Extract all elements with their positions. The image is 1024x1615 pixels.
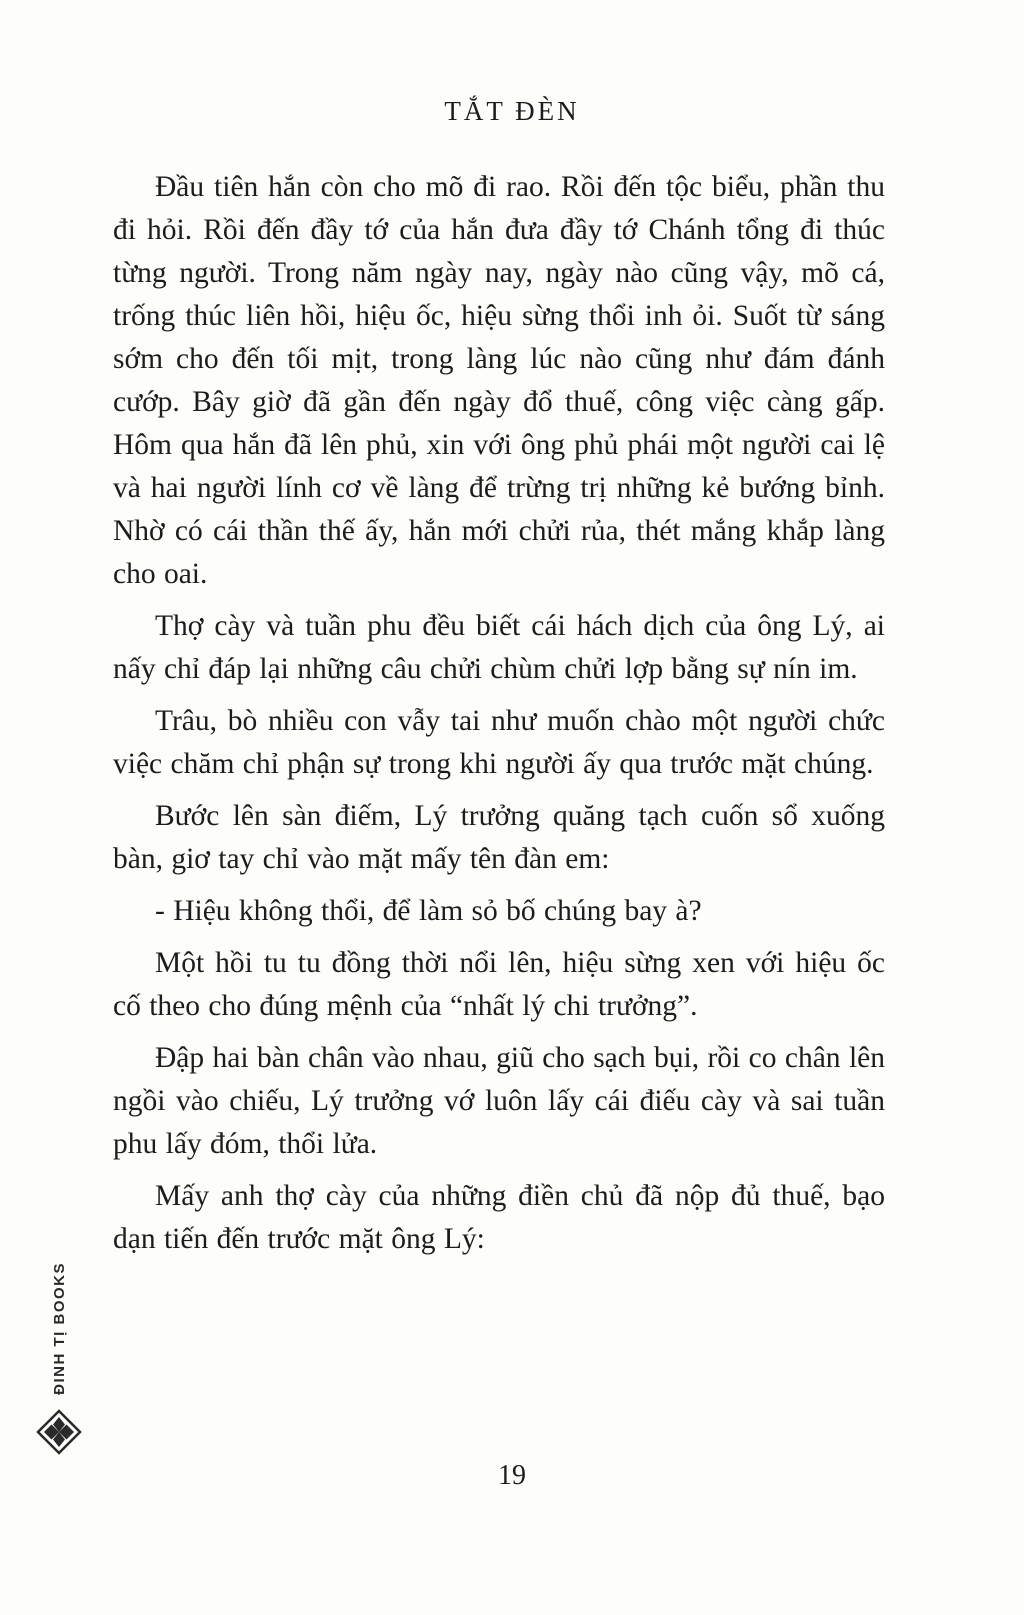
page-title: TẮT ĐÈN — [444, 96, 580, 126]
publisher-name: ĐINH TỊ BOOKS — [50, 1262, 68, 1395]
paragraph: Đập hai bàn chân vào nhau, giũ cho sạch bụi, rồi co chân lên ngồi vào chiếu, Lý trưởng vớ luôn lấy cái điếu cày và sai tuần phu lấy đóm, thổi lửa. — [113, 1042, 885, 1160]
paragraph: Mấy anh thợ cày của những điền chủ đã nộp đủ thuế, bạo dạn tiến đến trước mặt ông Lý: — [113, 1180, 885, 1255]
paragraph: Trâu, bò nhiều con vẫy tai như muốn chào một người chức việc chăm chỉ phận sự trong khi người ấy qua trước mặt chúng. — [113, 705, 885, 780]
body-text — [113, 166, 885, 1270]
publisher-sidebar — [34, 1262, 84, 1455]
publisher-logo-icon — [36, 1409, 82, 1455]
dialogue-line: - Hiệu không thổi, để làm sỏ bố chúng bay à? — [155, 895, 702, 927]
paragraph: Bước lên sàn điếm, Lý trưởng quăng tạch cuốn sổ xuống bàn, giơ tay chỉ vào mặt mấy tên đàn em: — [113, 800, 885, 875]
page-number: 19 — [498, 1460, 526, 1491]
paragraph: Đầu tiên hắn còn cho mõ đi rao. Rồi đến tộc biểu, phần thu đi hỏi. Rồi đến đầy tớ của hắn đưa đầy tớ Chánh tổng đi thúc từng người. Trong năm ngày nay, ngày nào cũng vậy, mõ cá, trống thúc liên hồi, hiệu ốc, hiệu sừng thổi inh ỏi. Suốt từ sáng sớm cho đến tối mịt, trong làng lúc nào cũng như đám đánh cướp. Bây giờ đã gần đến ngày đổ thuế, công việc càng gấp. Hôm qua hắn đã lên phủ, xin với ông phủ phái một người cai lệ và hai người lính cơ về làng để trừng trị những kẻ bướng bỉnh. Nhờ có cái thần thế ấy, hắn mới chửi rủa, thét mắng khắp làng cho oai. — [113, 171, 885, 590]
paragraph: Một hồi tu tu đồng thời nổi lên, hiệu sừng xen với hiệu ốc cố theo cho đúng mệnh của “nhất lý chi trưởng”. — [113, 947, 885, 1022]
paragraph: Thợ cày và tuần phu đều biết cái hách dịch của ông Lý, ai nấy chỉ đáp lại những câu chửi chùm chửi lợp bằng sự nín im. — [113, 610, 885, 685]
